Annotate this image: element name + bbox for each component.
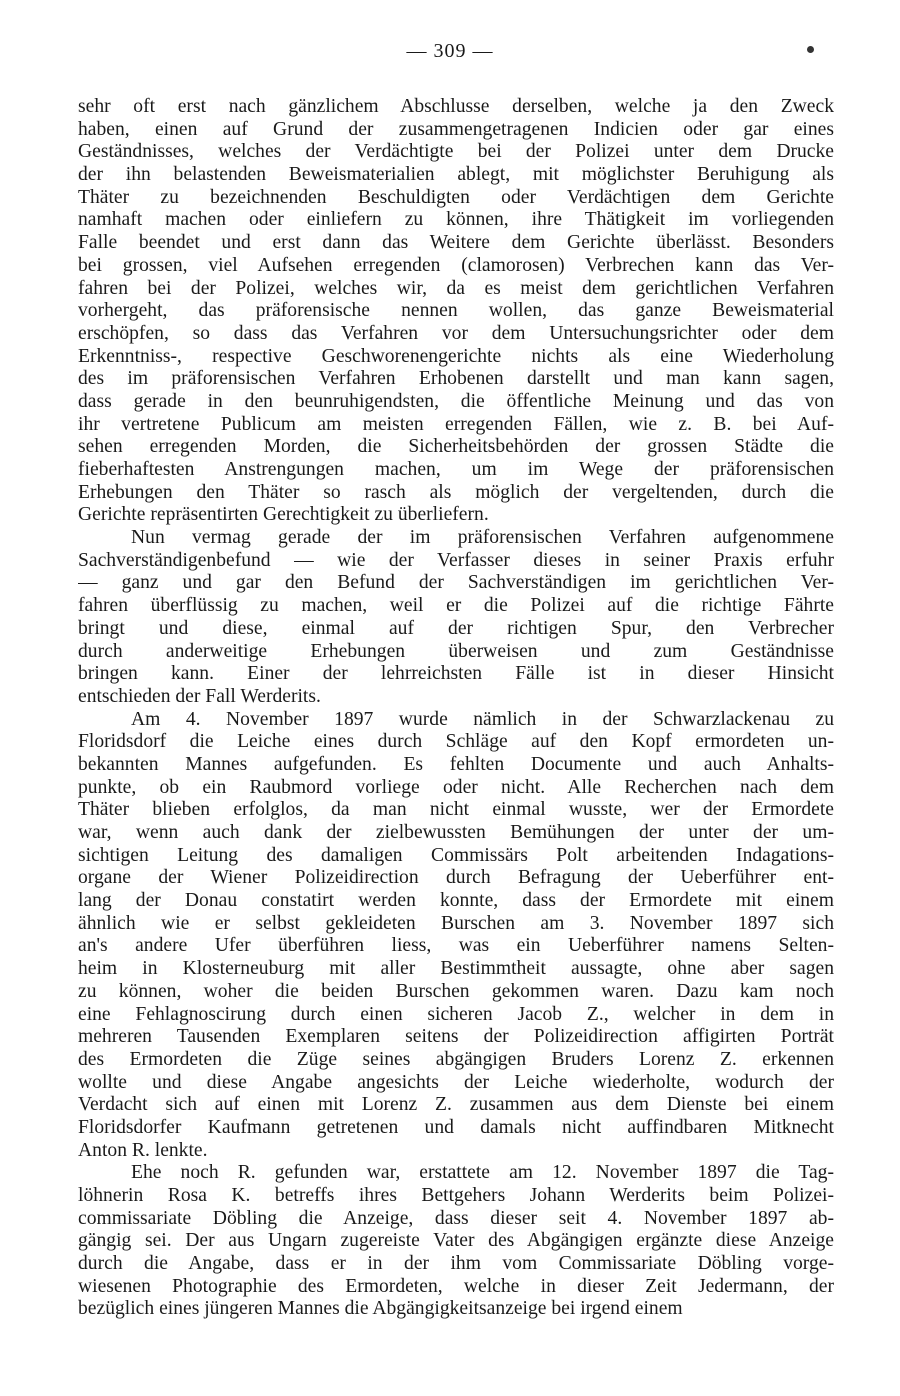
text-line: Erkenntniss-, respective Geschworenengerichte nichts als eine Wiederholung (78, 345, 834, 367)
text-line: organe der Wiener Polizeidirection durch Befragung der Ueberführer ent- (78, 867, 834, 889)
text-line: eine Fehlagnoscirung durch einen sicheren Jacob Z., welcher in dem in (78, 1003, 834, 1025)
text-line: Falle beendet und erst dann das Weitere dem Gerichte überlässt. Besonders (78, 232, 834, 254)
text-line: ihr vertretene Publicum am meisten erregenden Fällen, wie z. B. bei Auf- (78, 413, 834, 435)
text-line: entschieden der Fall Werderits. (78, 685, 321, 707)
body-text (78, 96, 834, 1321)
text-line: sehr oft erst nach gänzlichem Abschlusse derselben, welche ja den Zweck (78, 96, 834, 117)
paragraph (78, 96, 834, 527)
text-line: Am 4. November 1897 wurde nämlich in der Schwarzlackenau zu (131, 708, 834, 730)
text-line: Erhebungen den Thäter so rasch als möglich der vergeltenden, durch die (78, 481, 834, 503)
text-line: commissariate Döbling die Anzeige, dass dieser seit 4. November 1897 ab- (78, 1207, 834, 1229)
text-line: fahren überflüssig zu machen, weil er die Polizei auf die richtige Fährte (78, 595, 834, 617)
text-line: bringen kann. Einer der lehrreichsten Fälle ist in dieser Hinsicht (78, 663, 834, 685)
paragraph (78, 709, 834, 1163)
text-line: an's andere Ufer überführen liess, was ein Ueberführer namens Selten- (78, 935, 834, 957)
text-line: des im präforensischen Verfahren Erhobenen darstellt und man kann sagen, (78, 368, 834, 390)
text-line: wiesenen Photographie des Ermordeten, welche in dieser Zeit Jedermann, der (78, 1275, 834, 1297)
text-line: — ganz und gar den Befund der Sachverständigen im gerichtlichen Ver- (78, 572, 834, 594)
text-line: mehreren Tausenden Exemplaren seitens der Polizeidirection affigirten Porträt (78, 1026, 834, 1048)
text-line: lang der Donau constatirt werden konnte, dass der Ermordete mit einem (78, 890, 834, 912)
paragraph (78, 527, 834, 709)
text-line: haben, einen auf Grund der zusammengetragenen Indicien oder gar eines (78, 118, 834, 140)
text-line: erschöpfen, so dass das Verfahren vor dem Untersuchungsrichter oder dem (78, 322, 834, 344)
text-line: der ihn belastenden Beweismaterialien ablegt, mit möglichster Beruhigung als (78, 164, 834, 186)
paragraph (78, 1162, 834, 1321)
text-line: sehen erregenden Morden, die Sicherheitsbehörden der grossen Städte die (78, 436, 834, 458)
text-line: gängig sei. Der aus Ungarn zugereiste Vater des Abgängigen ergänzte diese Anzeige (78, 1230, 834, 1252)
text-line: vorhergeht, das präforensische nennen wollen, das ganze Beweismaterial (78, 300, 834, 322)
text-line: Anton R. lenkte. (78, 1139, 208, 1161)
text-line: fieberhaftesten Anstrengungen machen, um im Wege der präforensischen (78, 459, 834, 480)
text-line: bringt und diese, einmal auf der richtigen Spur, den Verbrecher (78, 617, 834, 639)
text-line: sichtigen Leitung des damaligen Commissärs Polt arbeitenden Indagations- (78, 844, 834, 866)
text-line: durch anderweitige Erhebungen überweisen und zum Geständnisse (78, 640, 834, 662)
text-line: des Ermordeten die Züge seines abgängigen Bruders Lorenz Z. erkennen (78, 1048, 834, 1070)
text-line: dass gerade in den beunruhigendsten, die öffentliche Meinung und das von (78, 390, 834, 412)
text-line: löhnerin Rosa K. betreffs ihres Bettgehers Johann Werderits beim Polizei- (78, 1185, 834, 1206)
text-line: ähnlich wie er selbst gekleideten Burschen am 3. November 1897 sich (78, 912, 834, 934)
text-line: namhaft machen oder einliefern zu können, ihre Thätigkeit im vorliegenden (78, 209, 834, 231)
text-line: punkte, ob ein Raubmord vorliege oder nicht. Alle Recherchen nach dem (78, 776, 834, 798)
text-line: Thäter blieben erfolglos, da man nicht einmal wusste, wer der Ermordete (78, 799, 834, 821)
text-line: Floridsdorf die Leiche eines durch Schläge auf den Kopf ermordeten un- (78, 731, 834, 753)
text-line: Verdacht sich auf einen mit Lorenz Z. zusammen aus dem Dienste bei einem (78, 1094, 834, 1116)
text-line: heim in Klosterneuburg mit aller Bestimmtheit aussagte, ohne aber sagen (78, 958, 834, 980)
text-line: Ehe noch R. gefunden war, erstattete am 12. November 1897 die Tag- (131, 1162, 834, 1184)
text-line: bekannten Mannes aufgefunden. Es fehlten Documente und auch Anhalts- (78, 753, 834, 775)
text-line: fahren bei der Polizei, welches wir, da es meist dem gerichtlichen Verfahren (78, 277, 834, 299)
text-line: Gerichte repräsentirten Gerechtigkeit zu überliefern. (78, 504, 489, 526)
text-line: Geständnisses, welches der Verdächtigte bei der Polizei unter dem Drucke (78, 141, 834, 163)
text-line: Thäter zu bezeichnenden Beschuldigten oder Verdächtigen dem Gerichte (78, 186, 834, 208)
text-line: war, wenn auch dank der zielbewussten Bemühungen der unter der um- (78, 822, 834, 843)
text-line: durch die Angabe, dass er in der ihm vom Commissariate Döbling vorge- (78, 1253, 834, 1275)
ink-spot-mark (807, 46, 814, 53)
page-header (0, 40, 900, 70)
text-line: Nun vermag gerade der im präforensischen Verfahren aufgenommene (131, 527, 834, 549)
text-line: bezüglich eines jüngeren Mannes die Abgängigkeitsanzeige bei irgend einem (78, 1298, 683, 1320)
text-line: Sachverständigenbefund — wie der Verfasser dieses in seiner Praxis erfuhr (78, 549, 834, 571)
text-line: zu können, woher die beiden Burschen gekommen waren. Dazu kam noch (78, 980, 834, 1002)
page-number: — 309 — (406, 40, 494, 62)
text-line: Floridsdorfer Kaufmann getretenen und damals nicht auffindbaren Mitknecht (78, 1116, 834, 1138)
text-line: bei grossen, viel Aufsehen erregenden (clamorosen) Verbrechen kann das Ver- (78, 254, 834, 276)
text-line: wollte und diese Angabe angesichts der Leiche wiederholte, wodurch der (78, 1071, 834, 1093)
